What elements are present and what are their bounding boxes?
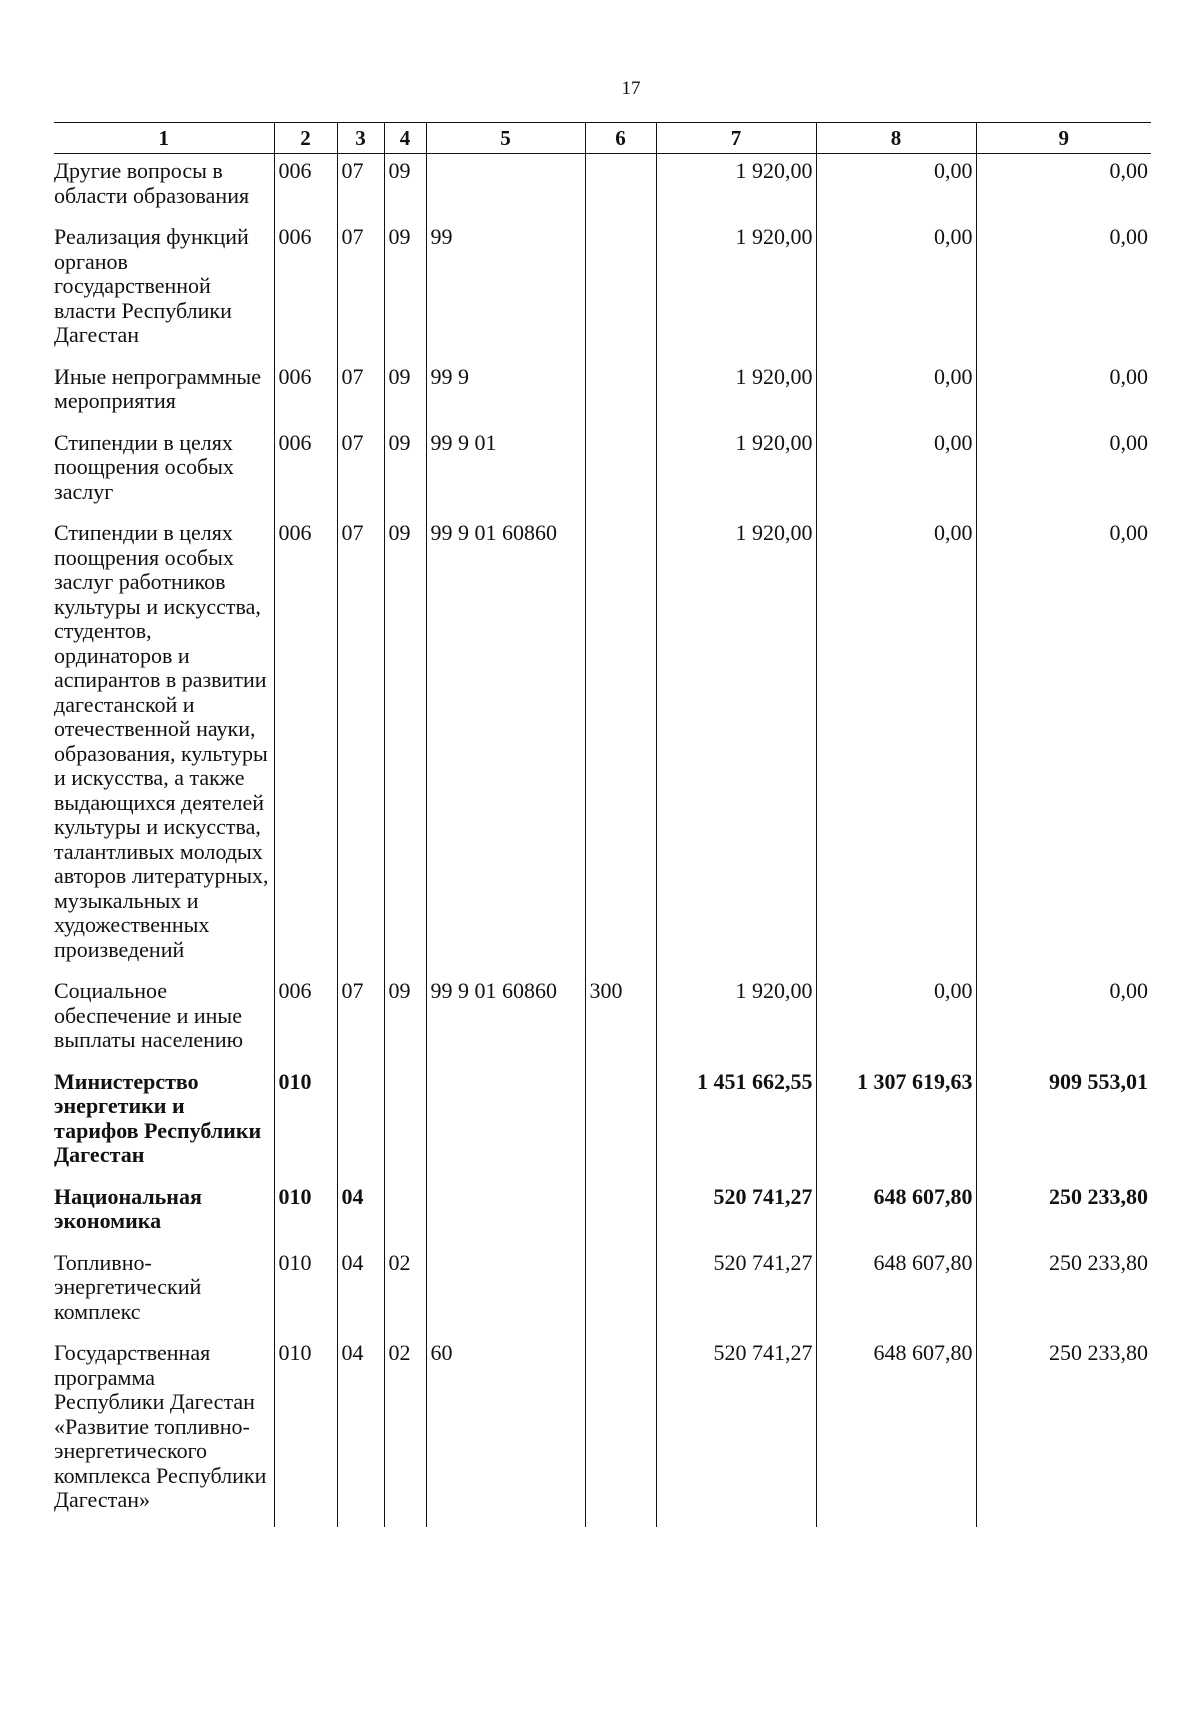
table-row	[54, 220, 1151, 360]
cell-col2: 010	[274, 1065, 337, 1180]
cell-col7: 1 920,00	[656, 154, 816, 221]
cell-col8: 0,00	[816, 220, 976, 360]
table-row	[54, 1246, 1151, 1337]
cell-col5: 99 9 01 60860	[426, 516, 585, 974]
cell-col7: 520 741,27	[656, 1180, 816, 1246]
row-name: Иные непрограммные мероприятия	[54, 363, 261, 413]
column-header: 4	[384, 123, 426, 154]
cell-col2: 010	[274, 1336, 337, 1527]
cell-col3	[337, 1065, 384, 1180]
cell-col2: 006	[274, 154, 337, 221]
cell-col4: 09	[384, 426, 426, 517]
cell-col4: 09	[384, 220, 426, 360]
table-row	[54, 426, 1151, 517]
table-row	[54, 360, 1151, 426]
cell-col4: 02	[384, 1246, 426, 1337]
row-name: Реализация функций органов государственной власти Республики Дагестан	[54, 224, 249, 347]
cell-col8: 648 607,80	[816, 1336, 976, 1527]
column-header: 3	[337, 123, 384, 154]
budget-table	[54, 122, 1151, 1527]
cell-col2: 006	[274, 974, 337, 1065]
cell-col3: 04	[337, 1246, 384, 1337]
cell-col8: 648 607,80	[816, 1180, 976, 1246]
cell-col5: 99 9 01 60860	[426, 974, 585, 1065]
column-header: 1	[54, 123, 274, 154]
table-row	[54, 154, 1151, 221]
cell-col5	[426, 1180, 585, 1246]
cell-col4: 09	[384, 516, 426, 974]
cell-col3: 07	[337, 154, 384, 221]
cell-col9: 0,00	[976, 516, 1151, 974]
cell-col3: 07	[337, 516, 384, 974]
cell-col9: 250 233,80	[976, 1180, 1151, 1246]
cell-col6	[585, 1246, 656, 1337]
cell-col8: 0,00	[816, 974, 976, 1065]
cell-col6: 300	[585, 974, 656, 1065]
cell-col9: 0,00	[976, 360, 1151, 426]
column-header: 9	[976, 123, 1151, 154]
cell-col3: 07	[337, 220, 384, 360]
table-row	[54, 516, 1151, 974]
cell-col4: 09	[384, 154, 426, 221]
cell-col7: 1 920,00	[656, 220, 816, 360]
cell-col4	[384, 1180, 426, 1246]
cell-col6	[585, 1336, 656, 1527]
cell-col7: 520 741,27	[656, 1246, 816, 1337]
cell-col6	[585, 360, 656, 426]
cell-col6	[585, 1180, 656, 1246]
column-header: 2	[274, 123, 337, 154]
cell-col2: 006	[274, 360, 337, 426]
cell-col5	[426, 154, 585, 221]
cell-col7: 1 451 662,55	[656, 1065, 816, 1180]
table-row	[54, 1180, 1151, 1246]
cell-col6	[585, 154, 656, 221]
cell-col9: 0,00	[976, 974, 1151, 1065]
cell-col7: 1 920,00	[656, 360, 816, 426]
cell-col8: 648 607,80	[816, 1246, 976, 1337]
cell-col9: 0,00	[976, 154, 1151, 221]
row-name: Социальное обеспечение и иные выплаты населению	[54, 978, 244, 1052]
row-name: Государственная программа Республики Дагестан «Развитие топливно-энергетического комплекса Республики Дагестан»	[54, 1340, 267, 1512]
cell-col8: 0,00	[816, 516, 976, 974]
cell-col5: 99 9 01	[426, 426, 585, 517]
cell-col9: 250 233,80	[976, 1246, 1151, 1337]
cell-col3: 07	[337, 974, 384, 1065]
cell-col7: 1 920,00	[656, 426, 816, 517]
cell-col6	[585, 1065, 656, 1180]
cell-col7: 520 741,27	[656, 1336, 816, 1527]
cell-col5	[426, 1246, 585, 1337]
cell-col3: 04	[337, 1336, 384, 1527]
cell-col3: 07	[337, 360, 384, 426]
page-number: 17	[621, 78, 641, 99]
cell-col3: 04	[337, 1180, 384, 1246]
cell-col9: 250 233,80	[976, 1336, 1151, 1527]
cell-col8: 0,00	[816, 154, 976, 221]
cell-col7: 1 920,00	[656, 516, 816, 974]
table-row	[54, 1065, 1151, 1180]
cell-col8: 0,00	[816, 426, 976, 517]
cell-col4: 09	[384, 360, 426, 426]
row-name: Министерство энергетики и тарифов Республики Дагестан	[54, 1068, 262, 1167]
cell-col2: 010	[274, 1246, 337, 1337]
cell-col4: 09	[384, 974, 426, 1065]
row-name: Топливно-энергетический комплекс	[54, 1249, 202, 1324]
cell-col5: 99	[426, 220, 585, 360]
row-name: Стипендии в целях поощрения особых заслуг	[54, 429, 234, 504]
cell-col6	[585, 220, 656, 360]
column-header: 5	[426, 123, 585, 154]
cell-col3: 07	[337, 426, 384, 517]
cell-col5: 99 9	[426, 360, 585, 426]
cell-col2: 006	[274, 516, 337, 974]
cell-col4: 02	[384, 1336, 426, 1527]
header-row	[54, 123, 1151, 154]
cell-col7: 1 920,00	[656, 974, 816, 1065]
column-header: 7	[656, 123, 816, 154]
row-name: Другие вопросы в области образования	[54, 158, 250, 208]
cell-col4	[384, 1065, 426, 1180]
cell-col9: 0,00	[976, 426, 1151, 517]
cell-col9: 909 553,01	[976, 1065, 1151, 1180]
cell-col6	[585, 516, 656, 974]
cell-col9: 0,00	[976, 220, 1151, 360]
cell-col5: 60	[426, 1336, 585, 1527]
cell-col6	[585, 426, 656, 517]
column-header: 8	[816, 123, 976, 154]
cell-col2: 010	[274, 1180, 337, 1246]
table-row	[54, 974, 1151, 1065]
cell-col2: 006	[274, 220, 337, 360]
row-name: Национальная экономика	[54, 1183, 202, 1233]
row-name: Стипендии в целях поощрения особых заслуг работников культуры и искусства, студентов, ординаторов и аспирантов в развитии дагестанской и отечественной науки, образования, культуры и искусства, а также выдающихся деятелей культуры и искусства, талантливых молодых авторов литературных, музыкальных и художественных произведений	[54, 520, 269, 962]
cell-col2: 006	[274, 426, 337, 517]
cell-col5	[426, 1065, 585, 1180]
cell-col8: 0,00	[816, 360, 976, 426]
table-row	[54, 1336, 1151, 1527]
cell-col8: 1 307 619,63	[816, 1065, 976, 1180]
column-header: 6	[585, 123, 656, 154]
